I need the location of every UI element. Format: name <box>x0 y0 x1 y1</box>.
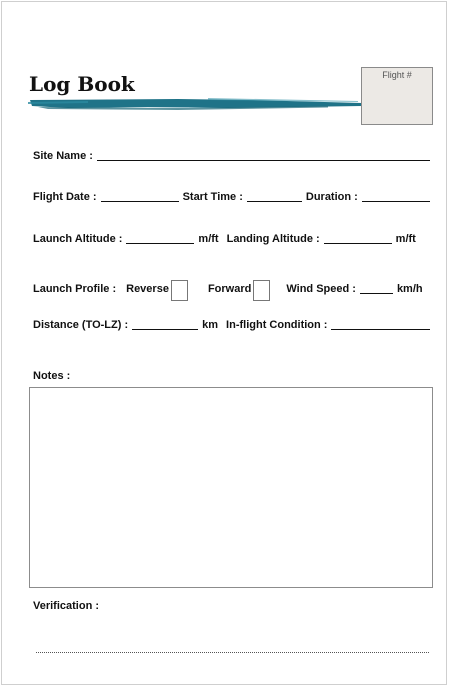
duration-field[interactable] <box>362 190 430 202</box>
site-name-label: Site Name : <box>33 150 93 162</box>
notes-area[interactable] <box>29 387 433 588</box>
inflight-condition-label: In-flight Condition : <box>226 319 328 331</box>
landing-altitude-label: Landing Altitude : <box>226 233 320 245</box>
distance-field[interactable] <box>132 318 198 330</box>
start-time-field[interactable] <box>247 190 302 202</box>
distance-row <box>33 318 430 331</box>
verification-label: Verification : <box>33 600 100 612</box>
inflight-condition-field[interactable] <box>331 318 430 330</box>
forward-label: Forward <box>207 283 252 295</box>
duration-label: Duration : <box>305 191 358 203</box>
distance-unit: km <box>202 319 219 331</box>
flight-date-field[interactable] <box>101 190 179 202</box>
site-name-field[interactable] <box>97 149 430 161</box>
landing-altitude-unit: m/ft <box>395 233 416 245</box>
wind-speed-unit: km/h <box>396 283 423 295</box>
launch-profile-label: Launch Profile : <box>33 283 117 295</box>
verification-signature-line[interactable] <box>36 652 429 653</box>
reverse-label: Reverse <box>126 283 169 295</box>
notes-label: Notes : <box>33 370 71 382</box>
flight-number-box[interactable] <box>361 67 433 125</box>
reverse-checkbox[interactable] <box>171 280 188 301</box>
forward-checkbox[interactable] <box>253 280 270 301</box>
site-name-row <box>33 149 430 162</box>
launch-altitude-unit: m/ft <box>198 233 219 245</box>
flight-date-label: Flight Date : <box>33 191 97 203</box>
distance-label: Distance (TO-LZ) : <box>33 319 129 331</box>
start-time-label: Start Time : <box>182 191 243 203</box>
launch-profile-row <box>33 274 430 295</box>
flight-time-row <box>33 190 430 203</box>
wind-speed-label: Wind Speed : <box>286 283 356 295</box>
launch-altitude-field[interactable] <box>126 232 194 244</box>
wind-speed-field[interactable] <box>360 282 393 294</box>
log-book-page <box>1 1 447 685</box>
flight-number-label: Flight # <box>382 70 412 80</box>
brush-stroke-decoration <box>28 96 364 112</box>
altitude-row <box>33 232 430 245</box>
page-title: Log Book <box>29 72 135 96</box>
launch-altitude-label: Launch Altitude : <box>33 233 123 245</box>
landing-altitude-field[interactable] <box>324 232 392 244</box>
